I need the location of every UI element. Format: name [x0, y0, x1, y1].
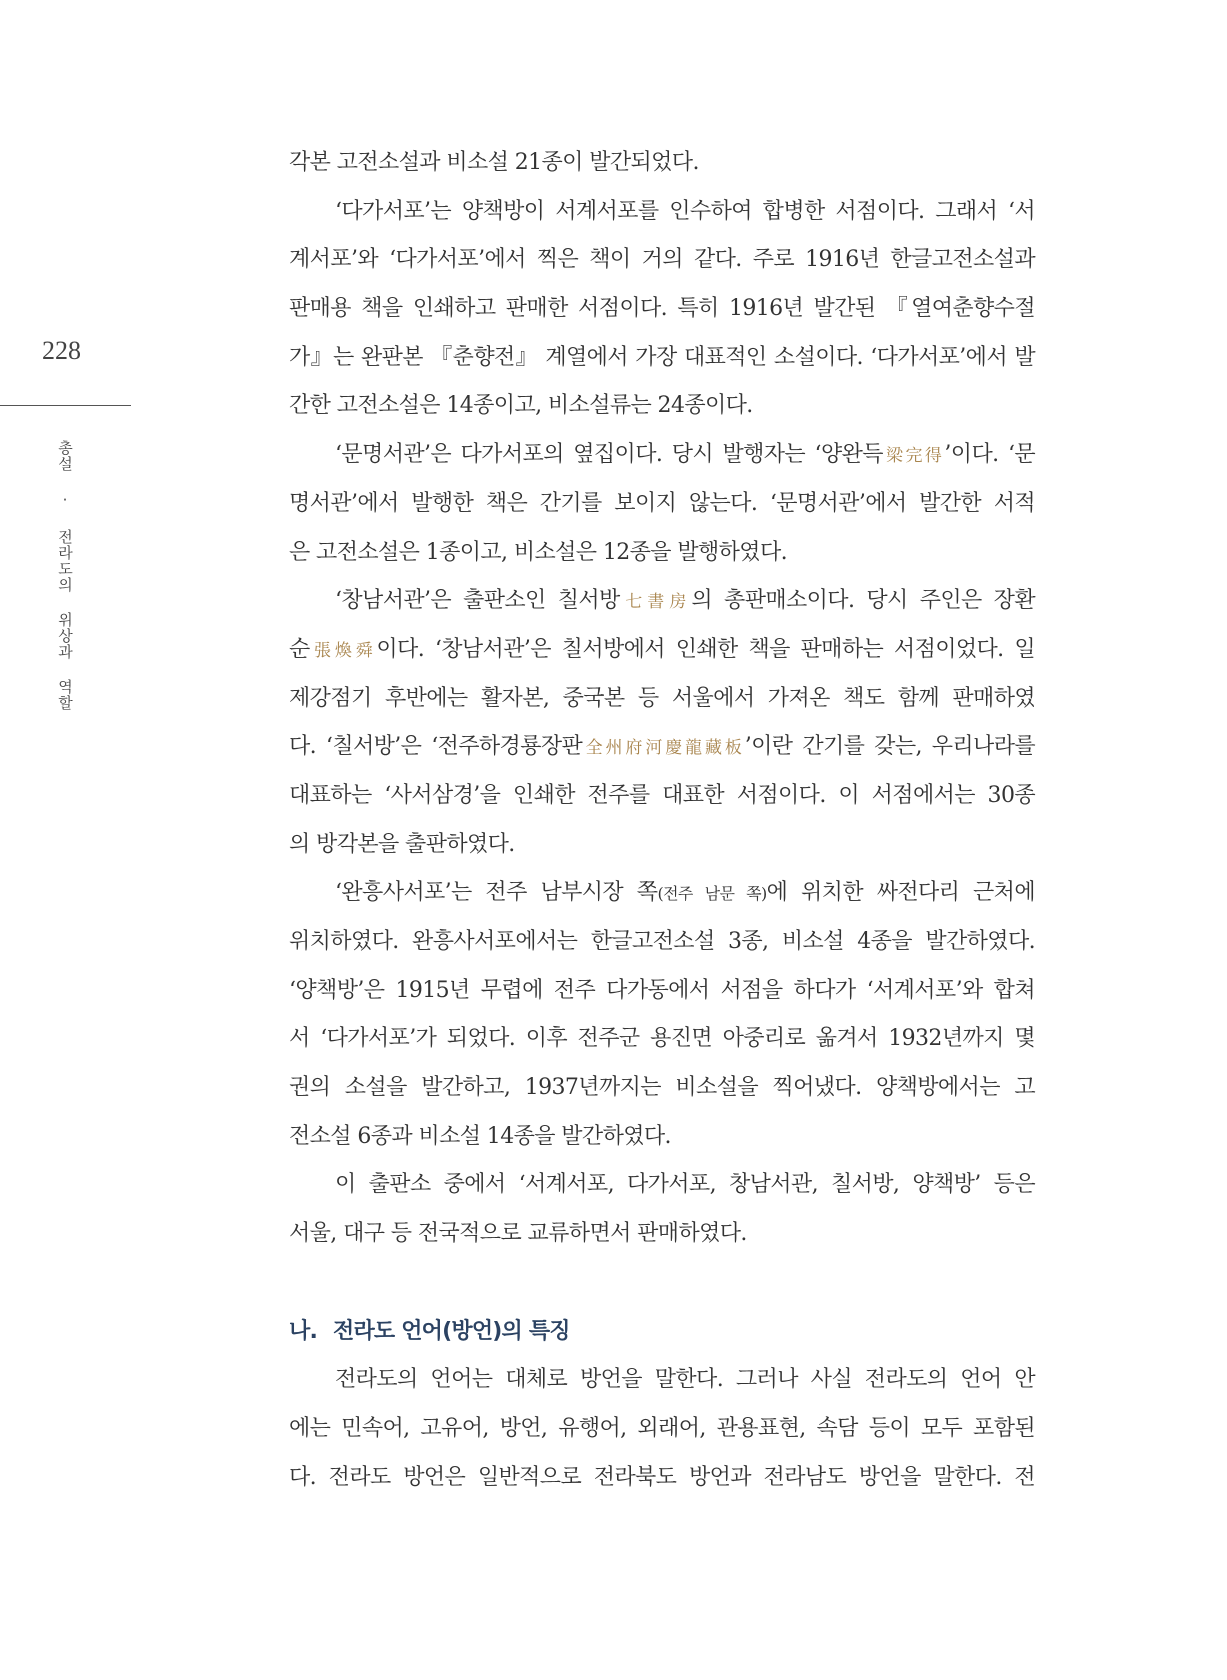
text-run: 각본 고전소설과 비소설 21종이 발간되었다. [289, 150, 699, 175]
chapter-side-label: 총설 · 전라도의 위상과 역할 [56, 440, 74, 711]
text-line [289, 577, 1035, 626]
text-run: 제강점기 후반에는 활자본, 중국본 등 서울에서 가져온 책도 함께 판매하였 [289, 685, 1035, 711]
text-run: ’이란 간기를 갖는, 우리나라를 [744, 734, 1036, 760]
text-line [289, 967, 1035, 1016]
text-run: 의 총판매소이다. 당시 주인은 장환 [691, 588, 1035, 614]
text-line [289, 480, 1035, 529]
text-run: 계서포’와 ‘다가서포’에서 찍은 책이 거의 같다. 주로 1916년 한글고전소설과 [289, 247, 1035, 273]
text-line [289, 1113, 1035, 1162]
text-run: ‘창남서관’은 출판소인 칠서방 [335, 588, 620, 614]
text-line [289, 431, 1035, 480]
text-run: ’이다. ‘문 [944, 442, 1036, 468]
text-line [289, 869, 1035, 918]
paragraph [289, 188, 1035, 431]
text-line [289, 1064, 1035, 1113]
text-line [289, 1161, 1035, 1210]
text-run: 전소설 6종과 비소설 14종을 발간하였다. [289, 1123, 671, 1149]
text-line [289, 334, 1035, 383]
text-line [289, 821, 1035, 870]
text-line [289, 188, 1035, 237]
text-run: 가』는 완판본 『춘향전』 계열에서 가장 대표적인 소설이다. ‘다가서포’에서 발 [289, 344, 1035, 370]
text-line [289, 918, 1035, 967]
section-title: 전라도 언어(방언)의 특징 [333, 1318, 570, 1344]
text-run: 명서관’에서 발행한 책은 간기를 보이지 않는다. ‘문명서관’에서 발간한 서적 [289, 490, 1035, 516]
text-line [289, 723, 1035, 772]
text-line [289, 772, 1035, 821]
paragraph [289, 577, 1035, 869]
section-heading [289, 1308, 1035, 1357]
paragraph [289, 1356, 1035, 1502]
text-run: 다. 전라도 방언은 일반적으로 전라북도 방언과 전라남도 방언을 말한다. 전 [289, 1464, 1035, 1490]
text-run: 대표하는 ‘사서삼경’을 인쇄한 전주를 대표한 서점이다. 이 서점에서는 30종 [289, 782, 1035, 808]
text-run: ‘양책방’은 1915년 무렵에 전주 다가동에서 서점을 하다가 ‘서계서포’와 합쳐 [289, 977, 1035, 1003]
section-gap [289, 1259, 1035, 1308]
page-number: 228 [42, 336, 81, 365]
paragraph [289, 431, 1035, 577]
text-run: 서울, 대구 등 전국적으로 교류하면서 판매하였다. [289, 1221, 747, 1247]
text-run: ‘문명서관’은 다가서포의 옆집이다. 당시 발행자는 ‘양완득 [335, 442, 883, 468]
hanja-annotation: 全州府河慶龍藏板 [582, 738, 745, 759]
text-line [289, 139, 1035, 188]
text-line [289, 236, 1035, 285]
text-line [289, 1015, 1035, 1064]
text-run: 권의 소설을 발간하고, 1937년까지는 비소설을 찍어냈다. 양책방에서는 고 [289, 1075, 1035, 1101]
section-number: 나. [289, 1318, 318, 1344]
text-line [289, 675, 1035, 724]
text-run: 이 출판소 중에서 ‘서계서포, 다가서포, 창남서관, 칠서방, 양책방’ 등은 [335, 1172, 1035, 1198]
text-run: 간한 고전소설은 14종이고, 비소설류는 24종이다. [289, 393, 753, 419]
section-paragraphs [289, 1356, 1035, 1502]
text-run: 은 고전소설은 1종이고, 비소설은 12종을 발행하였다. [289, 539, 787, 565]
text-line [289, 1356, 1035, 1405]
text-run: 전라도의 언어는 대체로 방언을 말한다. 그러나 사실 전라도의 언어 안 [335, 1367, 1035, 1393]
text-run: 서 ‘다가서포’가 되었다. 이후 전주군 용진면 아중리로 옮겨서 1932년까지 몇 [289, 1026, 1035, 1052]
text-run: 다. ‘칠서방’은 ‘전주하경룡장판 [289, 734, 583, 760]
text-run: 위치하였다. 완흥사서포에서는 한글고전소설 3종, 비소설 4종을 발간하였다. [289, 929, 1035, 954]
text-run: ‘완흥사서포’는 전주 남부시장 쪽 [335, 880, 658, 906]
text-line [289, 529, 1035, 578]
inline-note: (전주 남문 쪽) [657, 884, 767, 904]
text-run: ‘다가서포’는 양책방이 서계서포를 인수하여 합병한 서점이다. 그래서 ‘서 [335, 198, 1035, 224]
page-number-divider [0, 405, 131, 406]
body-text [289, 139, 1035, 1502]
paragraph [289, 869, 1035, 1161]
hanja-annotation: 梁完得 [882, 446, 945, 467]
text-line [289, 382, 1035, 431]
paragraph [289, 1161, 1035, 1258]
text-line [289, 285, 1035, 334]
text-run: 순 [289, 636, 310, 662]
text-line [289, 1454, 1035, 1503]
text-line [289, 1405, 1035, 1454]
text-run: 이다. ‘창남서관’은 칠서방에서 인쇄한 책을 판매하는 서점이었다. 일 [376, 636, 1035, 662]
text-run: 판매용 책을 인쇄하고 판매한 서점이다. 특히 1916년 발간된 『열여춘향수절 [289, 296, 1035, 322]
main-paragraphs [289, 139, 1035, 1259]
text-line [289, 1210, 1035, 1259]
paragraph [289, 139, 1035, 188]
text-run: 에는 민속어, 고유어, 방언, 유행어, 외래어, 관용표현, 속담 등이 모두 포함된 [289, 1415, 1035, 1441]
text-line [289, 626, 1035, 675]
text-run: 의 방각본을 출판하였다. [289, 831, 515, 857]
hanja-annotation: 七書房 [619, 592, 692, 613]
hanja-annotation: 張煥舜 [309, 640, 377, 661]
text-run: 에 위치한 싸전다리 근처에 [766, 880, 1035, 906]
